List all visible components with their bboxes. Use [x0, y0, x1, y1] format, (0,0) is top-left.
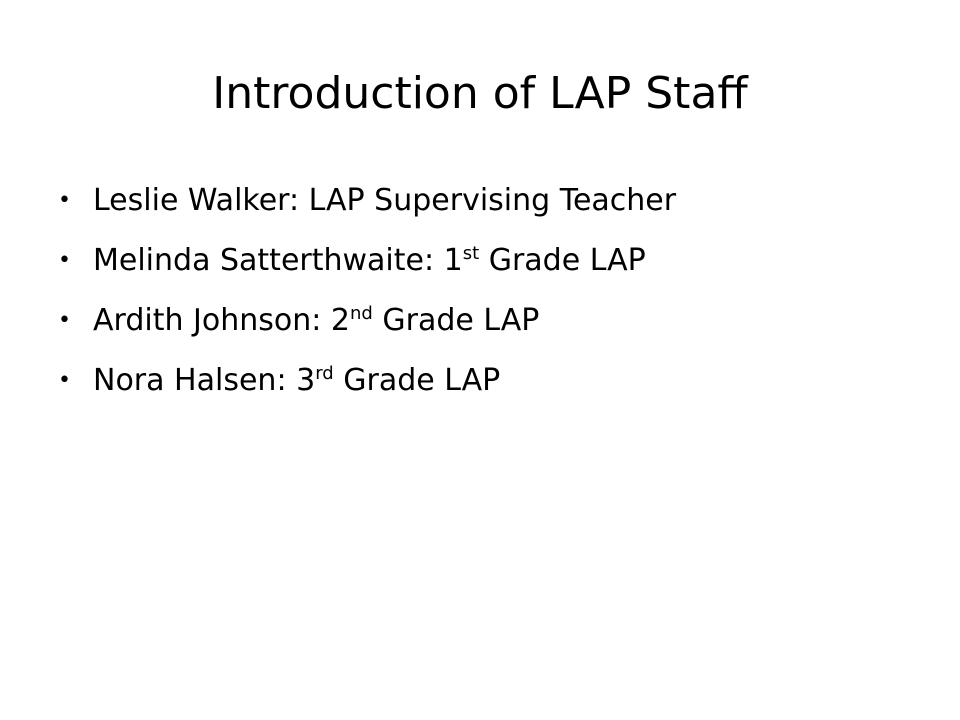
bullet-icon: •	[58, 248, 71, 273]
bullet-icon: •	[58, 308, 71, 333]
staff-role: Grade LAP	[333, 363, 501, 398]
ordinal-suffix: nd	[350, 303, 373, 324]
separator: :	[423, 243, 444, 278]
slide-title: Introduction of LAP Staff	[212, 68, 748, 119]
grade-ordinal: 3	[296, 363, 316, 398]
separator: :	[276, 363, 297, 398]
bullet-icon: •	[58, 368, 71, 393]
staff-name: Ardith Johnson	[93, 303, 312, 338]
list-item	[58, 354, 918, 414]
staff-role: Grade LAP	[479, 243, 646, 278]
staff-name: Nora Halsen	[93, 363, 277, 398]
ordinal-suffix: st	[462, 243, 480, 264]
list-item	[58, 294, 918, 354]
grade-ordinal: 1	[443, 243, 463, 278]
staff-role: LAP Supervising Teacher	[308, 183, 677, 218]
bullet-icon: •	[58, 188, 71, 213]
list-item	[58, 174, 918, 234]
staff-name: Leslie Walker	[93, 183, 289, 218]
list-item	[58, 234, 918, 294]
staff-role: Grade LAP	[372, 303, 540, 338]
separator: :	[288, 183, 309, 218]
separator: :	[311, 303, 331, 338]
ordinal-suffix: rd	[315, 363, 334, 384]
grade-ordinal: 2	[330, 303, 350, 338]
staff-name: Melinda Satterthwaite	[93, 243, 424, 278]
bullet-list	[58, 174, 918, 414]
